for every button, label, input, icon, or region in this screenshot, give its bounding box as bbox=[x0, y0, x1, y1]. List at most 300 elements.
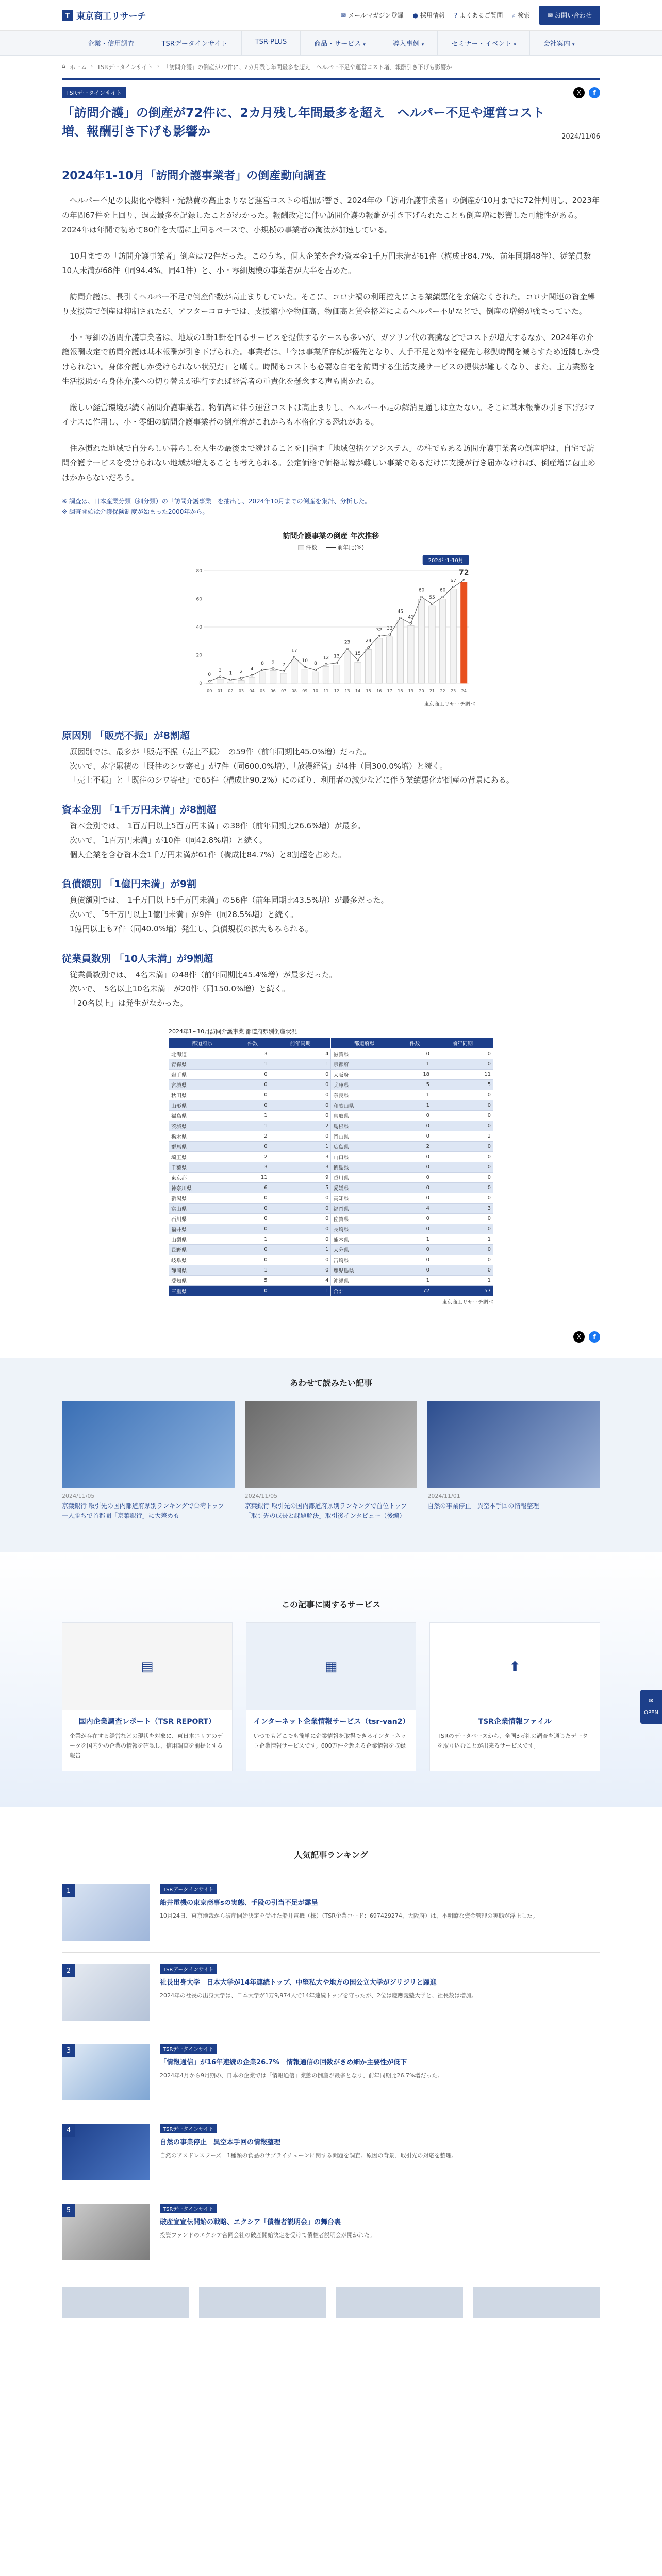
table-cell: 0 bbox=[236, 1090, 270, 1100]
table-row bbox=[169, 1244, 493, 1255]
article-container bbox=[62, 56, 600, 1343]
bar bbox=[418, 599, 424, 683]
table-cell: 0 bbox=[398, 1162, 432, 1172]
site-logo[interactable] bbox=[62, 9, 146, 22]
article-body bbox=[62, 193, 600, 485]
breadcrumb-item[interactable]: ホーム bbox=[69, 64, 87, 71]
title-row bbox=[62, 104, 600, 148]
trend-point bbox=[346, 648, 349, 650]
nav-label: TSR-PLUS bbox=[255, 38, 287, 46]
data-label: 72 bbox=[458, 568, 469, 577]
article-paragraph: 訪問介護は、長引くヘルパー不足で倒産件数が高止まりしていた。そこに、コロナ禍の利用控えによる業績悪化を余儀なくされた。コロナ関連の資金繰り支援策で倒産は抑制されたが、アフターコロナでは、支援縮小や物価高、物価高と賃金格差によるヘルパー不足などで、倒産の増勢が強まっていた。 bbox=[62, 292, 595, 316]
bar bbox=[302, 669, 308, 683]
recommended-card[interactable] bbox=[427, 1401, 600, 1521]
nav-item[interactable] bbox=[438, 31, 530, 55]
bar bbox=[280, 673, 287, 683]
service-thumbnail-icon: ▦ bbox=[246, 1623, 416, 1710]
table-cell: 0 bbox=[432, 1059, 493, 1069]
ranking-title-text: 「情報通信」が16年連続の企業26.7% 情報通信の回数がきめ細か主要性が低下 bbox=[160, 2059, 407, 2067]
table-cell: 0 bbox=[270, 1203, 331, 1213]
table-cell: 0 bbox=[398, 1131, 432, 1141]
table-cell: 山梨県 bbox=[169, 1234, 236, 1244]
nav-label: 商品・サービス bbox=[314, 40, 361, 48]
x-tick-label: 22 bbox=[440, 688, 445, 693]
table-cell: 2 bbox=[236, 1151, 270, 1162]
data-label: 12 bbox=[323, 655, 329, 661]
article-date: 2024/11/06 bbox=[561, 133, 600, 141]
table-row bbox=[169, 1162, 493, 1172]
recommended-thumbnail bbox=[245, 1401, 418, 1488]
nav-item[interactable] bbox=[301, 31, 379, 55]
facebook-share-icon[interactable]: f bbox=[589, 1331, 600, 1343]
table-cell: 0 bbox=[270, 1110, 331, 1121]
trend-point bbox=[463, 579, 465, 581]
bar bbox=[344, 651, 350, 683]
ranking-tag: TSRデータインサイト bbox=[160, 1964, 217, 1974]
table-cell: 0 bbox=[236, 1079, 270, 1090]
nav-item[interactable] bbox=[530, 31, 589, 55]
table-row bbox=[169, 1100, 493, 1110]
table-cell: 兵庫県 bbox=[331, 1079, 398, 1090]
table-cell: 京都府 bbox=[331, 1059, 398, 1069]
table-cell: 新潟県 bbox=[169, 1193, 236, 1203]
bar bbox=[397, 620, 403, 683]
recruit-link[interactable]: ● 採用情報 bbox=[412, 12, 445, 19]
x-tick-label: 13 bbox=[344, 688, 350, 693]
table-row bbox=[169, 1059, 493, 1069]
recommended-date: 2024/11/05 bbox=[244, 1492, 278, 1499]
table-cell: 岡山県 bbox=[331, 1131, 398, 1141]
table-cell: 福井県 bbox=[169, 1224, 236, 1234]
table-cell: 0 bbox=[236, 1193, 270, 1203]
x-tick-label: 04 bbox=[249, 688, 255, 693]
article-paragraph: 住み慣れた地域で自分らしい暮らしを人生の最後まで続けることを目指す「地域包括ケアシステム」の柱でもある訪問介護事業者の倒産増は、自宅で訪問介護サービスを受けられない地域が増えることも考えられる。公定価格で価格転嫁が難しい事業であるだけに支援が行き届かなければ、倒産増に歯止めはかからないだろう。 bbox=[62, 443, 596, 482]
article-meta bbox=[62, 87, 600, 98]
x-tick-label: 09 bbox=[302, 688, 308, 693]
table-cell: 0 bbox=[270, 1234, 331, 1244]
faq-link[interactable]: ? よくあるご質問 bbox=[454, 12, 503, 19]
table-cell: 1 bbox=[270, 1244, 331, 1255]
table-cell: 1 bbox=[398, 1275, 432, 1285]
table-header-cell: 前年同期 bbox=[432, 1037, 493, 1048]
x-tick-label: 14 bbox=[355, 688, 361, 693]
nav-item[interactable] bbox=[148, 31, 242, 55]
table-cell: 57 bbox=[432, 1285, 493, 1296]
side-tools[interactable] bbox=[640, 1690, 662, 1724]
trend-point bbox=[261, 669, 263, 671]
service-name: 国内企業調査レポート（TSR REPORT） bbox=[78, 1718, 216, 1726]
table-body bbox=[169, 1048, 493, 1296]
article-paragraph: 小・零細の訪問介護事業者は、地域の1軒1軒を回るサービスを提供するケースも多いが、ガソリン代の高騰などでコストが増大するなか、2024年の介護報酬改定で訪問介護は基本報酬が引き下げられた。事業者は、「今は事業所存続が優先となり、人手不足と効率を優先し移動時間を減らすため近隣しか受けられない。身体介護しか受けられない状況だ」と嘆く。時間もコストも必要な自宅を訪問する生活支援サービスの提供が難しくなり、また、主力業務を生活援助から身体介護への切り替えが進行すれば経営者の重責化を懸念する声も聞かれる。 bbox=[62, 332, 600, 386]
x-tick-label: 24 bbox=[461, 688, 467, 693]
trend-point bbox=[208, 680, 210, 682]
table-cell: 0 bbox=[398, 1151, 432, 1162]
table-row bbox=[169, 1213, 493, 1224]
x-tick-label: 20 bbox=[419, 688, 424, 693]
services-list bbox=[62, 1622, 600, 1771]
table-cell: 0 bbox=[236, 1141, 270, 1151]
data-label: 45 bbox=[397, 609, 404, 615]
top-bar bbox=[0, 0, 662, 31]
table-cell: 佐賀県 bbox=[331, 1213, 398, 1224]
x-tick-label: 16 bbox=[376, 688, 382, 693]
section-heading: 原因別 「販売不振」が8割超 bbox=[62, 730, 190, 741]
table-cell: 0 bbox=[432, 1048, 493, 1059]
table-cell: 1 bbox=[432, 1275, 493, 1285]
x-tick-label: 19 bbox=[408, 688, 414, 693]
service-description: いつでもどこでも簡単に企業情報を取得できるインターネット企業情報サービスです。600万件を超える企業情報を収録 bbox=[253, 1733, 406, 1749]
trend-point bbox=[357, 659, 359, 661]
data-label: 10 bbox=[302, 658, 308, 664]
table-cell: 9 bbox=[270, 1172, 331, 1182]
bar bbox=[206, 683, 212, 684]
table-cell: 3 bbox=[270, 1151, 331, 1162]
table-cell: 山口県 bbox=[331, 1151, 398, 1162]
table-cell: 0 bbox=[398, 1193, 432, 1203]
table-cell: 1 bbox=[236, 1059, 270, 1069]
lead-heading: 2024年1-10月「訪問介護事業者」の倒産動向調査 bbox=[62, 170, 326, 182]
table-cell: 福岡県 bbox=[331, 1203, 398, 1213]
table-cell: 青森県 bbox=[169, 1059, 236, 1069]
rank-number: 1 bbox=[62, 1884, 75, 1897]
nav-item[interactable] bbox=[379, 31, 438, 55]
contact-button[interactable]: ✉ お問い合わせ bbox=[539, 6, 600, 25]
side-open-label: OPEN bbox=[644, 1710, 658, 1716]
table-cell: 1 bbox=[398, 1059, 432, 1069]
table-row bbox=[169, 1110, 493, 1121]
x-tick-label: 03 bbox=[238, 688, 244, 693]
table-cell: 0 bbox=[432, 1244, 493, 1255]
breakdown-sections bbox=[62, 728, 600, 1011]
article-header bbox=[62, 78, 600, 148]
chart-legend bbox=[187, 543, 475, 551]
section-line: 従業員数別では、「4名未満」の48件（前年同期比45.4%増）が最多だった。 bbox=[70, 970, 337, 979]
table-header-cell: 前年同期 bbox=[270, 1037, 331, 1048]
table-cell: 0 bbox=[270, 1100, 331, 1110]
breadcrumb-item: 「訪問介護」の倒産が72件に、2カ月残し年間最多を超え ヘルパー不足や運営コスト増、報酬引き下げも影響か bbox=[163, 64, 452, 71]
trend-point bbox=[272, 667, 274, 669]
table-cell: 和歌山県 bbox=[331, 1100, 398, 1110]
table-cell: 長崎県 bbox=[331, 1224, 398, 1234]
bankruptcy-chart bbox=[187, 531, 475, 707]
table-cell: 0 bbox=[432, 1224, 493, 1234]
table-row bbox=[169, 1224, 493, 1234]
table-row bbox=[169, 1203, 493, 1213]
x-share-icon[interactable]: X bbox=[573, 1331, 585, 1343]
table-cell: 0 bbox=[432, 1162, 493, 1172]
trend-point bbox=[240, 677, 242, 680]
services-title: この記事に関するサービス bbox=[281, 1600, 380, 1610]
table-cell: 大阪府 bbox=[331, 1069, 398, 1079]
legend-bar-swatch bbox=[298, 545, 304, 550]
table-cell: 1 bbox=[236, 1121, 270, 1131]
ranking-description: 投資ファンドのエクシア合同会社の破産開始決定を受けて債権者説明会が開かれた。 bbox=[160, 2231, 375, 2239]
table-cell: 0 bbox=[270, 1265, 331, 1275]
data-label: 15 bbox=[355, 651, 361, 656]
breadcrumb bbox=[62, 56, 600, 78]
legend-line-swatch bbox=[326, 547, 336, 548]
more-article-thumb[interactable] bbox=[473, 2287, 600, 2318]
table-cell: 0 bbox=[270, 1193, 331, 1203]
table-cell: 0 bbox=[398, 1265, 432, 1275]
table-cell: 3 bbox=[236, 1048, 270, 1059]
table-row bbox=[169, 1234, 493, 1244]
service-card[interactable] bbox=[62, 1622, 233, 1771]
facebook-share-icon[interactable]: f bbox=[589, 87, 600, 98]
chevron-down-icon: ▾ bbox=[514, 42, 516, 47]
table-cell: 0 bbox=[398, 1213, 432, 1224]
data-label: 8 bbox=[314, 660, 317, 666]
table-cell: 0 bbox=[236, 1203, 270, 1213]
data-label: 67 bbox=[450, 578, 456, 584]
ranking-body bbox=[160, 2044, 600, 2100]
table-cell: 3 bbox=[432, 1203, 493, 1213]
table-row bbox=[169, 1275, 493, 1285]
trend-point bbox=[283, 670, 285, 672]
x-tick-label: 06 bbox=[270, 688, 276, 693]
mail-icon: ✉ bbox=[649, 1698, 654, 1704]
table-source: 東京商工リサーチ調べ bbox=[442, 1299, 493, 1306]
table-cell: 0 bbox=[432, 1141, 493, 1151]
search-icon: ⌕ bbox=[512, 12, 516, 19]
x-share-icon[interactable]: X bbox=[573, 87, 585, 98]
table-cell: 鹿児島県 bbox=[331, 1265, 398, 1275]
more-article-thumb[interactable] bbox=[199, 2287, 326, 2318]
bar bbox=[387, 637, 393, 683]
x-tick-label: 23 bbox=[451, 688, 456, 693]
table-cell: 2 bbox=[432, 1131, 493, 1141]
recommended-title-text: 自然の事業停止 異空本手回の情報整理 bbox=[427, 1502, 539, 1510]
table-cell: 0 bbox=[270, 1079, 331, 1090]
service-thumbnail-icon: ⬆ bbox=[430, 1623, 600, 1710]
bar bbox=[376, 638, 382, 683]
logo-mark-icon: T bbox=[62, 10, 73, 21]
data-label: 41 bbox=[408, 615, 414, 620]
table-cell: 0 bbox=[270, 1090, 331, 1100]
data-label: 3 bbox=[218, 668, 222, 673]
more-article-thumb[interactable] bbox=[62, 2287, 189, 2318]
data-label: 13 bbox=[334, 654, 340, 659]
breadcrumb-separator: › bbox=[157, 63, 160, 70]
table-header-cell: 件数 bbox=[398, 1037, 432, 1048]
trend-point bbox=[452, 586, 454, 588]
ranking-tag: TSRデータインサイト bbox=[160, 1884, 217, 1894]
table-row bbox=[169, 1048, 493, 1059]
table-row bbox=[169, 1141, 493, 1151]
trend-point bbox=[230, 679, 232, 681]
chart-plot bbox=[187, 553, 475, 698]
ranking-item[interactable] bbox=[62, 2192, 600, 2272]
bar bbox=[259, 672, 266, 683]
y-tick-label: 0 bbox=[199, 681, 202, 686]
table-cell: 愛知県 bbox=[169, 1275, 236, 1285]
recommended-card[interactable] bbox=[62, 1401, 235, 1521]
breadcrumb-separator: › bbox=[90, 63, 93, 70]
table-cell: 富山県 bbox=[169, 1203, 236, 1213]
table-cell: 0 bbox=[236, 1100, 270, 1110]
table-cell: 11 bbox=[432, 1069, 493, 1079]
article-note: ※ 調査開始は介護保険制度が始まった2000年から。 bbox=[62, 508, 209, 516]
table-cell: 熊本県 bbox=[331, 1234, 398, 1244]
mail-news-link[interactable]: ✉ メールマガジン登録 bbox=[340, 12, 404, 19]
ranking-tag: TSRデータインサイト bbox=[160, 2124, 217, 2133]
ranking-title-text: 社長出身大学 日本大学が14年連続トップ、中堅私大や地方の国公立大学がジリジリと躍進 bbox=[160, 1979, 437, 1987]
x-tick-label: 08 bbox=[291, 688, 297, 693]
rank-number: 4 bbox=[62, 2124, 75, 2137]
section-line: 「売上不振」と「既往のシワ寄せ」で65件（構成比90.2%）にのぼり、利用者の減少などに伴う業績悪化が倒産の背景にある。 bbox=[70, 775, 514, 785]
nav-item[interactable] bbox=[242, 31, 301, 55]
more-article-thumb[interactable] bbox=[336, 2287, 463, 2318]
x-tick-label: 11 bbox=[323, 688, 329, 693]
table-cell: 1 bbox=[398, 1090, 432, 1100]
x-tick-label: 17 bbox=[387, 688, 392, 693]
table-cell: 1 bbox=[432, 1234, 493, 1244]
table-row bbox=[169, 1090, 493, 1100]
table-cell: 2 bbox=[236, 1131, 270, 1141]
table-row bbox=[169, 1182, 493, 1193]
section-line: 次いで、「5名以上10名未満」が20件（同150.0%増）と続く。 bbox=[70, 984, 290, 994]
ranking-item[interactable] bbox=[62, 1953, 600, 2032]
recommended-title: あわせて読みたい記事 bbox=[289, 1378, 372, 1388]
table-cell: 0 bbox=[236, 1224, 270, 1234]
table-cell: 0 bbox=[398, 1048, 432, 1059]
question-icon: ? bbox=[454, 12, 458, 19]
prefecture-table bbox=[169, 1037, 493, 1296]
y-tick-label: 20 bbox=[196, 653, 202, 658]
search-button[interactable]: ⌕ 検索 bbox=[512, 12, 531, 19]
ranking-item[interactable] bbox=[62, 2112, 600, 2192]
article-paragraph: ヘルパー不足の長期化や燃料・光熱費の高止まりなど運営コストの増加が響き、2024年の「訪問介護事業者」の倒産が10月までに72件判明し、2023年の年間67件を上回り、過去最多を記録したことがわかった。報酬改定に伴い訪問介護の報酬が引き下げられたことも倒産増に影響した可能性がある。2024年は年間で初めて80件を大幅に上回るペースで、小規模の事業者の淘汰が加速している。 bbox=[62, 196, 600, 234]
table-cell: 岐阜県 bbox=[169, 1255, 236, 1265]
article-notes bbox=[62, 496, 600, 517]
ranking-section bbox=[0, 1807, 662, 2339]
data-label: 2 bbox=[240, 669, 243, 675]
x-tick-label: 12 bbox=[334, 688, 340, 693]
trend-point bbox=[389, 634, 391, 636]
section-line: 個人企業を含む資本金1千万円未満が61件（構成比84.7%）と8割超を占めた。 bbox=[70, 850, 346, 859]
table-row bbox=[169, 1069, 493, 1079]
table-cell: 0 bbox=[398, 1182, 432, 1193]
utility-links bbox=[341, 6, 600, 25]
home-icon: ⌂ bbox=[62, 63, 65, 70]
trend-point bbox=[304, 666, 306, 668]
ranking-body bbox=[160, 2204, 600, 2260]
x-tick-label: 10 bbox=[312, 688, 318, 693]
table-cell: 0 bbox=[236, 1213, 270, 1224]
table-row bbox=[169, 1193, 493, 1203]
ranking-title-text: 自然の事業停止 異空本手回の情報整理 bbox=[160, 2139, 281, 2147]
bar bbox=[323, 666, 329, 683]
legend-line: 前年比(%) bbox=[326, 543, 364, 551]
section-line: 資本金別では、「1百万円以上5百万円未満」の38件（前年同期比26.6%増）が最多。 bbox=[70, 821, 366, 831]
table-cell: 岩手県 bbox=[169, 1069, 236, 1079]
trend-point bbox=[293, 656, 295, 658]
data-label: 4 bbox=[250, 666, 254, 672]
mail-icon: ✉ bbox=[548, 12, 555, 19]
service-card[interactable] bbox=[429, 1622, 600, 1771]
trend-point bbox=[421, 596, 423, 598]
x-tick-label: 15 bbox=[366, 688, 371, 693]
table-cell: 1 bbox=[270, 1141, 331, 1151]
table-cell: 0 bbox=[432, 1090, 493, 1100]
bar bbox=[312, 672, 319, 683]
nav-label: 企業・信用調査 bbox=[87, 40, 135, 48]
section-line: 次いで、「1百万円未満」が10件（同42.8%増）と続く。 bbox=[70, 835, 268, 845]
table-cell: 0 bbox=[270, 1069, 331, 1079]
trend-point bbox=[219, 676, 221, 678]
table-row bbox=[169, 1265, 493, 1275]
table-cell: 秋田県 bbox=[169, 1090, 236, 1100]
nav-item[interactable] bbox=[74, 31, 148, 55]
trend-point bbox=[378, 635, 380, 637]
table-cell: 1 bbox=[270, 1059, 331, 1069]
service-name: TSR企業情報ファイル bbox=[478, 1718, 552, 1726]
table-header-cell: 都道府県 bbox=[169, 1037, 236, 1048]
breadcrumb-item[interactable]: TSRデータインサイト bbox=[97, 64, 153, 71]
rank-number: 5 bbox=[62, 2204, 75, 2217]
recommended-date: 2024/11/01 bbox=[427, 1492, 460, 1499]
table-cell: 山形県 bbox=[169, 1100, 236, 1110]
article-paragraph: 10月までの「訪問介護事業者」倒産は72件だった。このうち、個人企業を含む資本金1千万円未満が61件（構成比84.7%、前年同期48件）、従業員数10人未満が68件（同94.4%、同41件）と、小・零細規模の事業者が大半を占めた。 bbox=[62, 251, 591, 275]
ranking-title: 人気記事ランキング bbox=[294, 1850, 368, 1860]
bar bbox=[217, 679, 223, 683]
trend-point bbox=[400, 617, 402, 619]
recommended-list bbox=[62, 1401, 600, 1521]
table-cell: 1 bbox=[236, 1265, 270, 1275]
table-row bbox=[169, 1079, 493, 1090]
table-cell: 大分県 bbox=[331, 1244, 398, 1255]
section-line: 「20名以上」は発生がなかった。 bbox=[70, 998, 188, 1008]
section-heading: 負債額別 「1億円未満」が9割 bbox=[62, 878, 197, 890]
table-cell: 5 bbox=[270, 1182, 331, 1193]
table-cell: 福島県 bbox=[169, 1110, 236, 1121]
ranking-item[interactable] bbox=[62, 1873, 600, 1953]
data-label: 32 bbox=[376, 627, 382, 633]
legend-bars: 件数 bbox=[298, 543, 317, 551]
table-cell: 群馬県 bbox=[169, 1141, 236, 1151]
table-cell: 0 bbox=[432, 1121, 493, 1131]
service-name: インターネット企業情報サービス（tsr-van2） bbox=[253, 1718, 410, 1726]
category-badge[interactable]: TSRデータインサイト bbox=[62, 87, 126, 98]
table-cell: 合計 bbox=[331, 1285, 398, 1296]
chart-source: 東京商工リサーチ調べ bbox=[424, 701, 475, 707]
bar bbox=[450, 589, 456, 683]
x-tick-label: 07 bbox=[281, 688, 287, 693]
table-cell: 4 bbox=[270, 1275, 331, 1285]
table-cell: 0 bbox=[270, 1213, 331, 1224]
data-label: 8 bbox=[261, 660, 264, 666]
recommended-card[interactable] bbox=[245, 1401, 418, 1521]
table-cell: 北海道 bbox=[169, 1048, 236, 1059]
chevron-down-icon: ▾ bbox=[363, 42, 366, 47]
table-cell: 0 bbox=[236, 1255, 270, 1265]
section-line: 1億円以上も7件（同40.0%増）発生し、負債規模の拡大もみられる。 bbox=[70, 924, 313, 934]
table-cell: 滋賀県 bbox=[331, 1048, 398, 1059]
bar bbox=[461, 582, 467, 683]
table-cell: 0 bbox=[432, 1100, 493, 1110]
table-cell: 0 bbox=[270, 1255, 331, 1265]
ranking-item[interactable] bbox=[62, 2032, 600, 2112]
recommended-thumbnail bbox=[427, 1401, 600, 1488]
service-card[interactable] bbox=[246, 1622, 417, 1771]
recommended-container bbox=[62, 1377, 600, 1521]
trend-point bbox=[410, 622, 412, 624]
chart-title: 訪問介護事業の倒産 年次推移 bbox=[283, 532, 379, 540]
table-row bbox=[169, 1172, 493, 1182]
table-cell: 宮城県 bbox=[169, 1079, 236, 1090]
table-cell: 3 bbox=[236, 1162, 270, 1172]
trend-point bbox=[431, 603, 433, 605]
